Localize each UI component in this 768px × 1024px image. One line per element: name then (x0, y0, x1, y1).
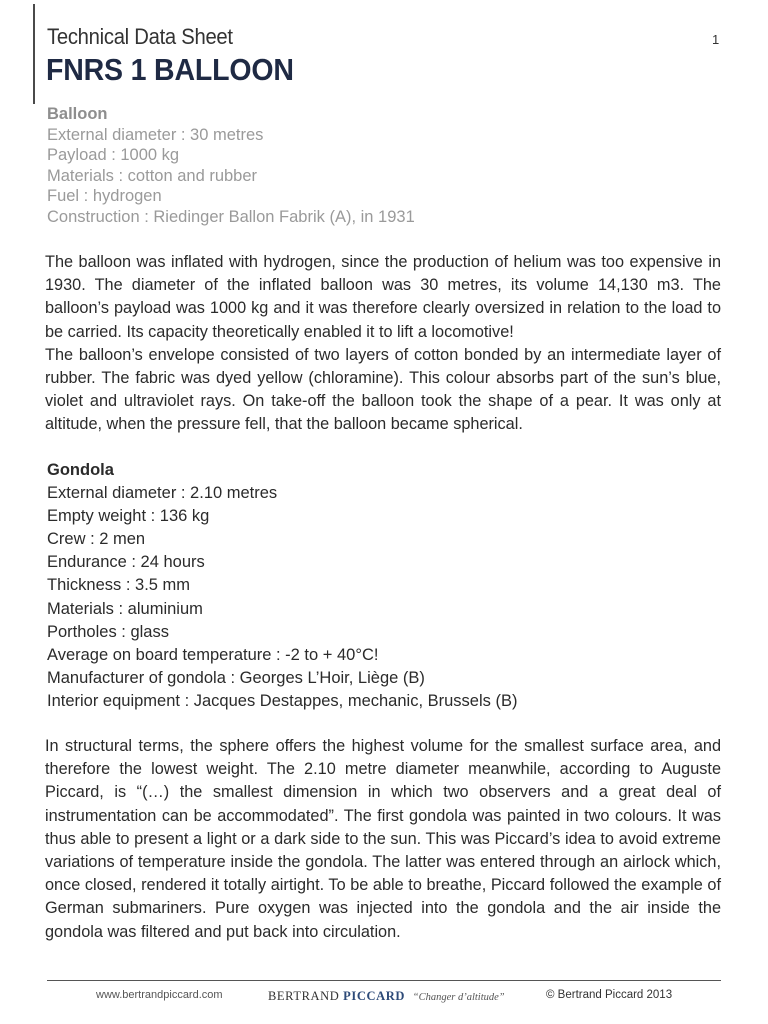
gondola-spec-line: Manufacturer of gondola : Georges L’Hoir, Liège (B) (47, 668, 425, 687)
brand-first-name: BERTRAND (268, 989, 340, 1003)
gondola-specs-heading: Gondola (47, 461, 114, 479)
brand-tagline: “Changer d’altitude” (412, 992, 505, 1003)
footer-divider (47, 980, 721, 981)
gondola-spec-line: Interior equipment : Jacques Destappes, mechanic, Brussels (B) (47, 691, 518, 710)
gondola-spec-line: Portholes : glass (47, 622, 169, 641)
balloon-spec-line: Fuel : hydrogen (47, 187, 162, 206)
page-number: 1 (712, 32, 720, 47)
balloon-specs (47, 104, 415, 228)
balloon-spec-line: Construction : Riedinger Ballon Fabrik (A), in 1931 (47, 207, 415, 226)
balloon-paragraph: The balloon was inflated with hydrogen, since the production of helium was too expensive in 1930. The diameter of the inflated balloon was 30 metres, its volume 14,130 m3. The balloon’s payload was 1000 kg and it was therefore clearly oversized in relation to the load to be carried. Its capacity theoretically enabled it to lift a locomotive! (45, 253, 721, 341)
page-title: FNRS 1 BALLOON (46, 52, 294, 87)
balloon-specs-heading: Balloon (47, 105, 108, 123)
gondola-spec-line: Endurance : 24 hours (47, 553, 205, 572)
balloon-spec-line: Payload : 1000 kg (47, 146, 180, 165)
gondola-description (45, 735, 721, 944)
document-type-label: Technical Data Sheet (47, 24, 233, 49)
balloon-spec-line: Materials : cotton and rubber (47, 166, 258, 185)
gondola-spec-line: Thickness : 3.5 mm (47, 576, 191, 595)
footer-website-link[interactable]: www.bertrandpiccard.com (96, 989, 223, 1001)
balloon-paragraph: The balloon’s envelope consisted of two layers of cotton bonded by an intermediate layer of rubber. The fabric was dyed yellow (chloramine). This colour absorbs part of the sun’s blue, violet and ultraviolet rays. On take-off the balloon took the shape of a pear. It was only at altitude, when the pressure fell, that the balloon became spherical. (45, 345, 721, 434)
gondola-spec-line: Crew : 2 men (47, 530, 146, 549)
gondola-paragraph: In structural terms, the sphere offers the highest volume for the smallest surface area, and therefore the lowest weight. The 2.10 metre diameter meanwhile, according to Auguste Piccard, is “(…) the smallest dimension in which two observers and a great deal of instrumentation can be accommodated”. The first gondola was painted in two colours. It was thus able to present a light or a dark side to the sun. This was Piccard’s idea to avoid extreme variations of temperature inside the gondola. The latter was entered through an airlock which, once closed, rendered it totally airtight. To be able to breathe, Piccard followed the example of German submariners. Pure oxygen was injected into the gondola and the air inside the gondola was filtered and put back into circulation. (45, 737, 721, 941)
footer-brand-logo (268, 989, 505, 1004)
gondola-spec-line: External diameter : 2.10 metres (47, 484, 278, 503)
balloon-spec-line: External diameter : 30 metres (47, 125, 264, 144)
gondola-spec-line: Empty weight : 136 kg (47, 507, 210, 526)
header-accent-rule (33, 4, 35, 104)
gondola-spec-line: Materials : aluminium (47, 599, 203, 618)
brand-last-name: PICCARD (343, 989, 405, 1003)
gondola-specs (47, 459, 517, 713)
gondola-spec-line: Average on board temperature : -2 to + 40°C! (47, 645, 379, 664)
balloon-description (45, 251, 721, 437)
footer-copyright: © Bertrand Piccard 2013 (546, 989, 673, 1001)
